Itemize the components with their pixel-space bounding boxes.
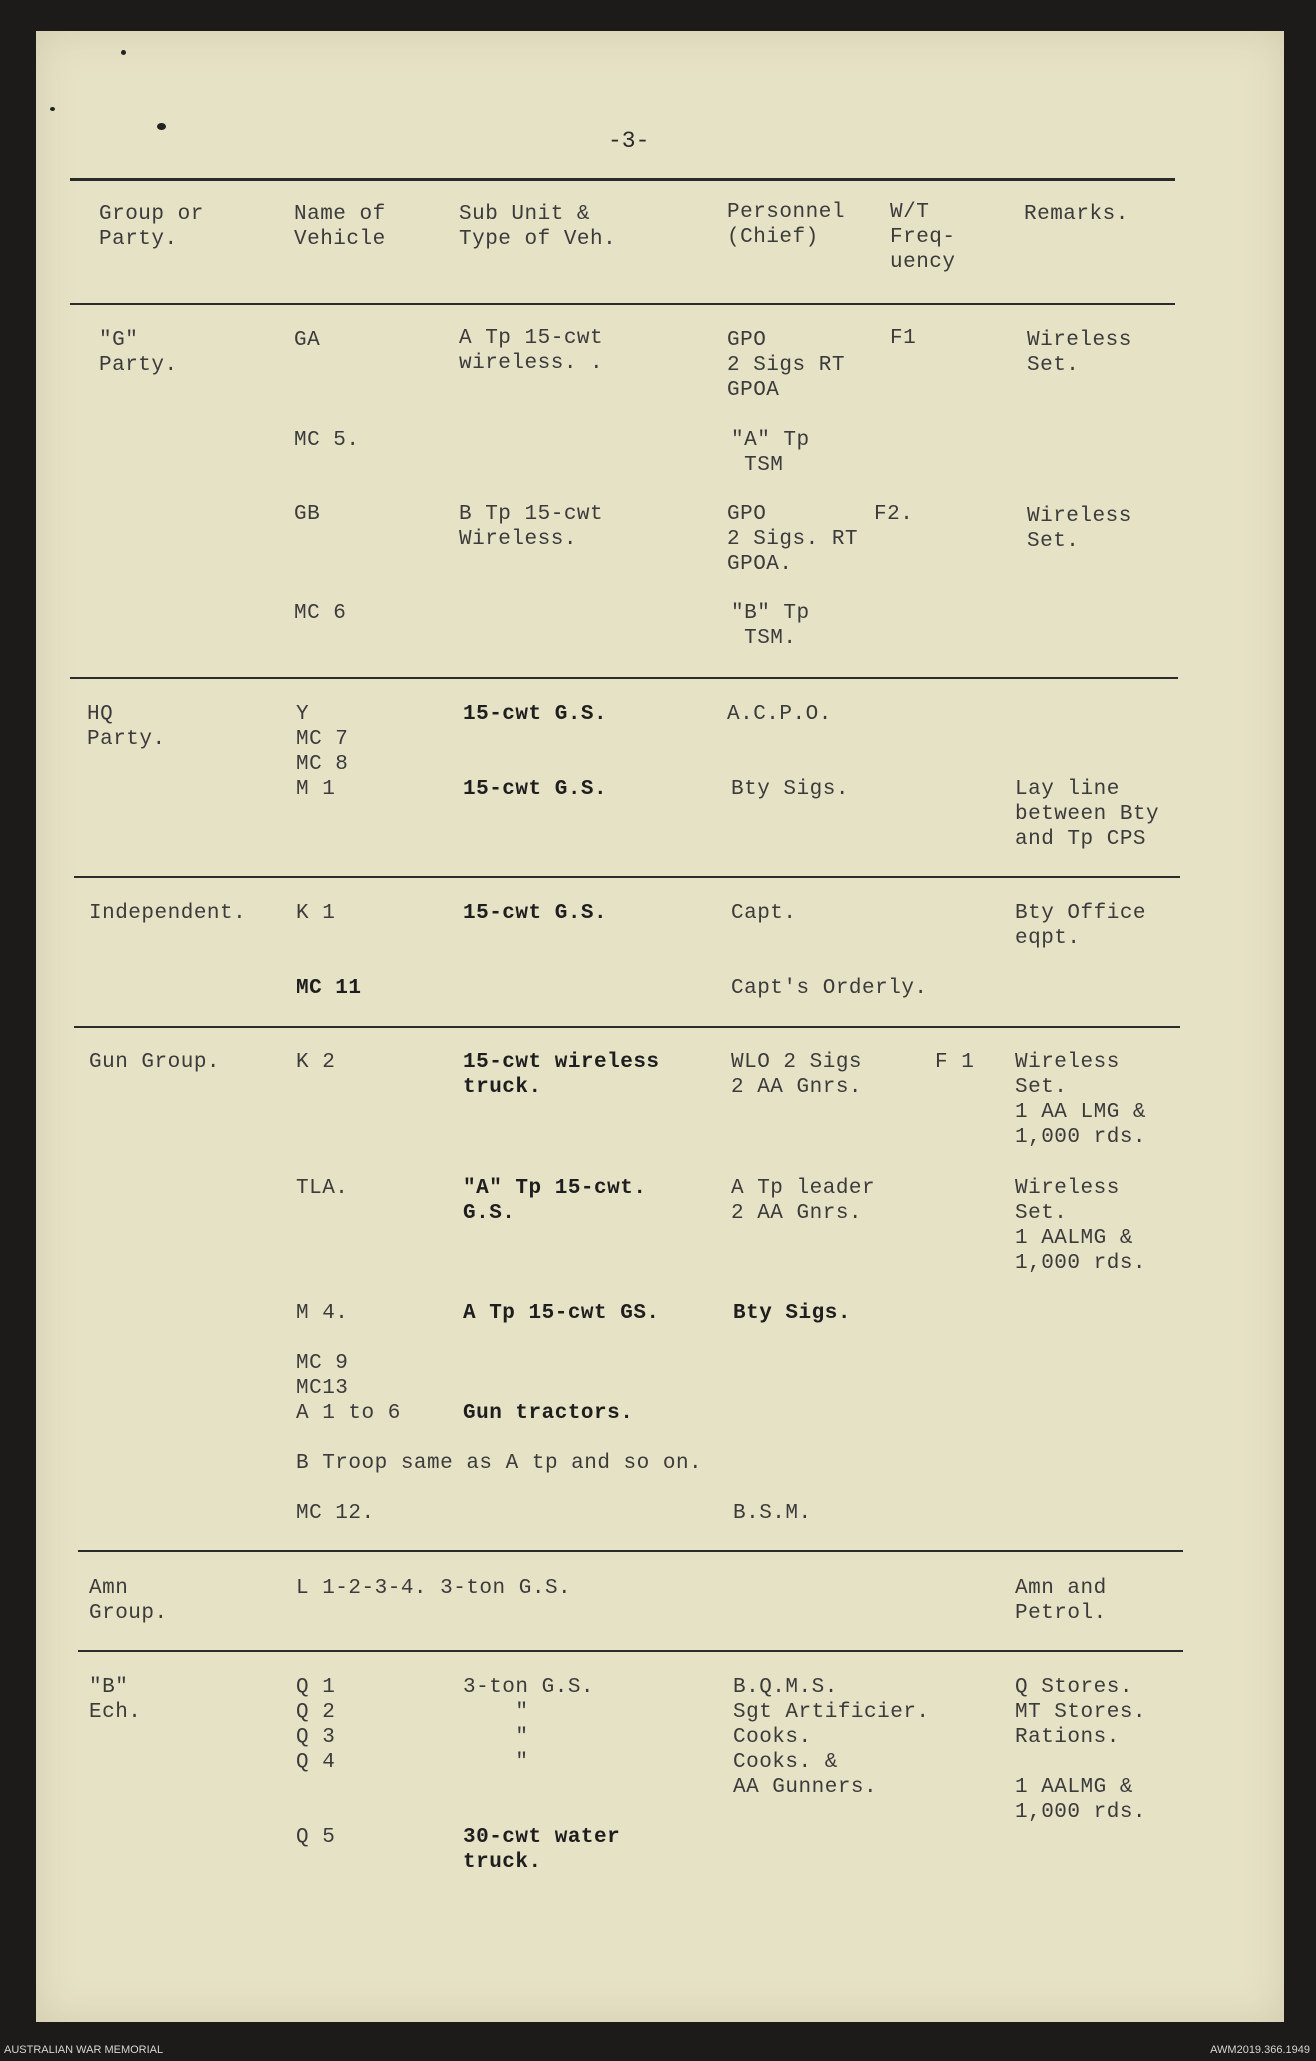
- header-wt: W/T Freq- uency: [890, 201, 956, 274]
- mc6-vehicle: MC 6: [294, 602, 347, 625]
- footer-credit: AUSTRALIAN WAR MEMORIAL: [4, 2044, 164, 2056]
- mc12-vehicle: MC 12.: [296, 1502, 375, 1525]
- k1-subunit: 15-cwt G.S.: [463, 902, 608, 925]
- amn-remarks: Amn and Petrol.: [1015, 1577, 1107, 1625]
- k2-personnel: WLO 2 Sigs 2 AA Gnrs.: [731, 1051, 863, 1099]
- hq-remarks: Lay line between Bty and Tp CPS: [1015, 778, 1160, 851]
- m4-subunit: A Tp 15-cwt GS.: [463, 1302, 660, 1325]
- mc11-vehicle: MC 11: [296, 977, 362, 1000]
- q5-subunit: 30-cwt water truck.: [463, 1826, 621, 1874]
- header-group: Group or Party.: [99, 203, 204, 251]
- ga-subunit: A Tp 15-cwt wireless. .: [459, 327, 604, 375]
- ga-personnel: GPO 2 Sigs RT GPOA: [727, 329, 845, 402]
- independent-group: Independent.: [89, 902, 247, 925]
- hq-personnel-1: A.C.P.O.: [727, 703, 832, 726]
- header-bottom-rule: [70, 303, 1175, 305]
- k2-vehicle: K 2: [296, 1051, 336, 1074]
- gb-wt: F2.: [874, 503, 914, 526]
- hq-subunit-2: 15-cwt G.S.: [463, 778, 608, 801]
- k1-personnel: Capt.: [731, 902, 797, 925]
- gb-remarks: Wireless Set.: [1027, 505, 1132, 553]
- header-personnel: Personnel (Chief): [727, 201, 845, 249]
- gb-vehicle: GB: [294, 503, 321, 526]
- header-subunit: Sub Unit & Type of Veh.: [459, 203, 617, 251]
- ga-remarks: Wireless Set.: [1027, 329, 1132, 377]
- hq-personnel-2: Bty Sigs.: [731, 778, 849, 801]
- hq-subunit-1: 15-cwt G.S.: [463, 703, 608, 726]
- b-ech-remarks: Q Stores. MT Stores. Rations. 1 AALMG & 1,000 rds.: [1015, 1676, 1147, 1824]
- hq-vehicles: Y MC 7 MC 8: [296, 703, 349, 776]
- mc6-personnel: "B" Tp TSM.: [731, 602, 810, 650]
- k1-vehicle: K 1: [296, 902, 336, 925]
- gun-group-group: Gun Group.: [89, 1051, 221, 1074]
- m4-vehicle: M 4.: [296, 1302, 349, 1325]
- mc5-personnel: "A" Tp TSM: [731, 429, 810, 477]
- k2-subunit: 15-cwt wireless truck.: [463, 1051, 660, 1099]
- b-ech-group: "B" Ech.: [89, 1676, 142, 1724]
- section-rule: [78, 1550, 1183, 1552]
- section-rule: [70, 677, 1178, 679]
- tla-subunit: "A" Tp 15-cwt. G.S.: [463, 1177, 647, 1225]
- page-number: -3-: [608, 128, 650, 154]
- ink-mark: [121, 50, 126, 55]
- ga-wt: F1: [890, 327, 917, 350]
- header-remarks: Remarks.: [1024, 203, 1129, 226]
- section-rule: [74, 876, 1180, 878]
- b-troop-note: B Troop same as A tp and so on.: [296, 1452, 703, 1475]
- section-rule: [78, 1650, 1183, 1652]
- q5-vehicle: Q 5: [296, 1826, 336, 1849]
- tla-personnel: A Tp leader 2 AA Gnrs.: [731, 1177, 876, 1225]
- ink-mark: [50, 107, 55, 111]
- amn-group-group: Amn Group.: [89, 1577, 168, 1625]
- k1-remarks: Bty Office eqpt.: [1015, 902, 1147, 950]
- b-ech-personnel: B.Q.M.S. Sgt Artificier. Cooks. Cooks. & AA Gunners.: [733, 1676, 930, 1799]
- m4-personnel: Bty Sigs.: [733, 1302, 851, 1325]
- ga-vehicle: GA: [294, 329, 321, 352]
- mc12-personnel: B.S.M.: [733, 1502, 812, 1525]
- m1-vehicle: M 1: [296, 778, 336, 801]
- ink-mark: [157, 123, 166, 130]
- tla-remarks: Wireless Set. 1 AALMG & 1,000 rds.: [1015, 1177, 1147, 1275]
- tla-vehicle: TLA.: [296, 1177, 349, 1200]
- hq-party-group: HQ Party.: [87, 703, 166, 751]
- b-ech-vehicles: Q 1 Q 2 Q 3 Q 4: [296, 1676, 336, 1774]
- amn-vehicle-subunit: L 1-2-3-4. 3-ton G.S.: [296, 1577, 572, 1600]
- mc5-vehicle: MC 5.: [294, 429, 360, 452]
- tractor-subunit: Gun tractors.: [463, 1402, 634, 1425]
- section-rule: [74, 1026, 1180, 1028]
- b-ech-subunit: 3-ton G.S. " " ": [463, 1676, 595, 1774]
- k2-wt: F 1: [935, 1051, 975, 1074]
- g-party-group: "G" Party.: [99, 329, 178, 377]
- k2-remarks: Wireless Set. 1 AA LMG & 1,000 rds.: [1015, 1051, 1147, 1149]
- mc11-personnel: Capt's Orderly.: [731, 977, 928, 1000]
- footer-accession-id: AWM2019.366.1949: [1210, 2044, 1310, 2056]
- gb-subunit: B Tp 15-cwt Wireless.: [459, 503, 604, 551]
- header-vehicle: Name of Vehicle: [294, 203, 386, 251]
- header-top-rule: [70, 178, 1175, 181]
- gb-personnel: GPO 2 Sigs. RT GPOA.: [727, 503, 859, 576]
- tractor-vehicles: MC 9 MC13 A 1 to 6: [296, 1352, 401, 1425]
